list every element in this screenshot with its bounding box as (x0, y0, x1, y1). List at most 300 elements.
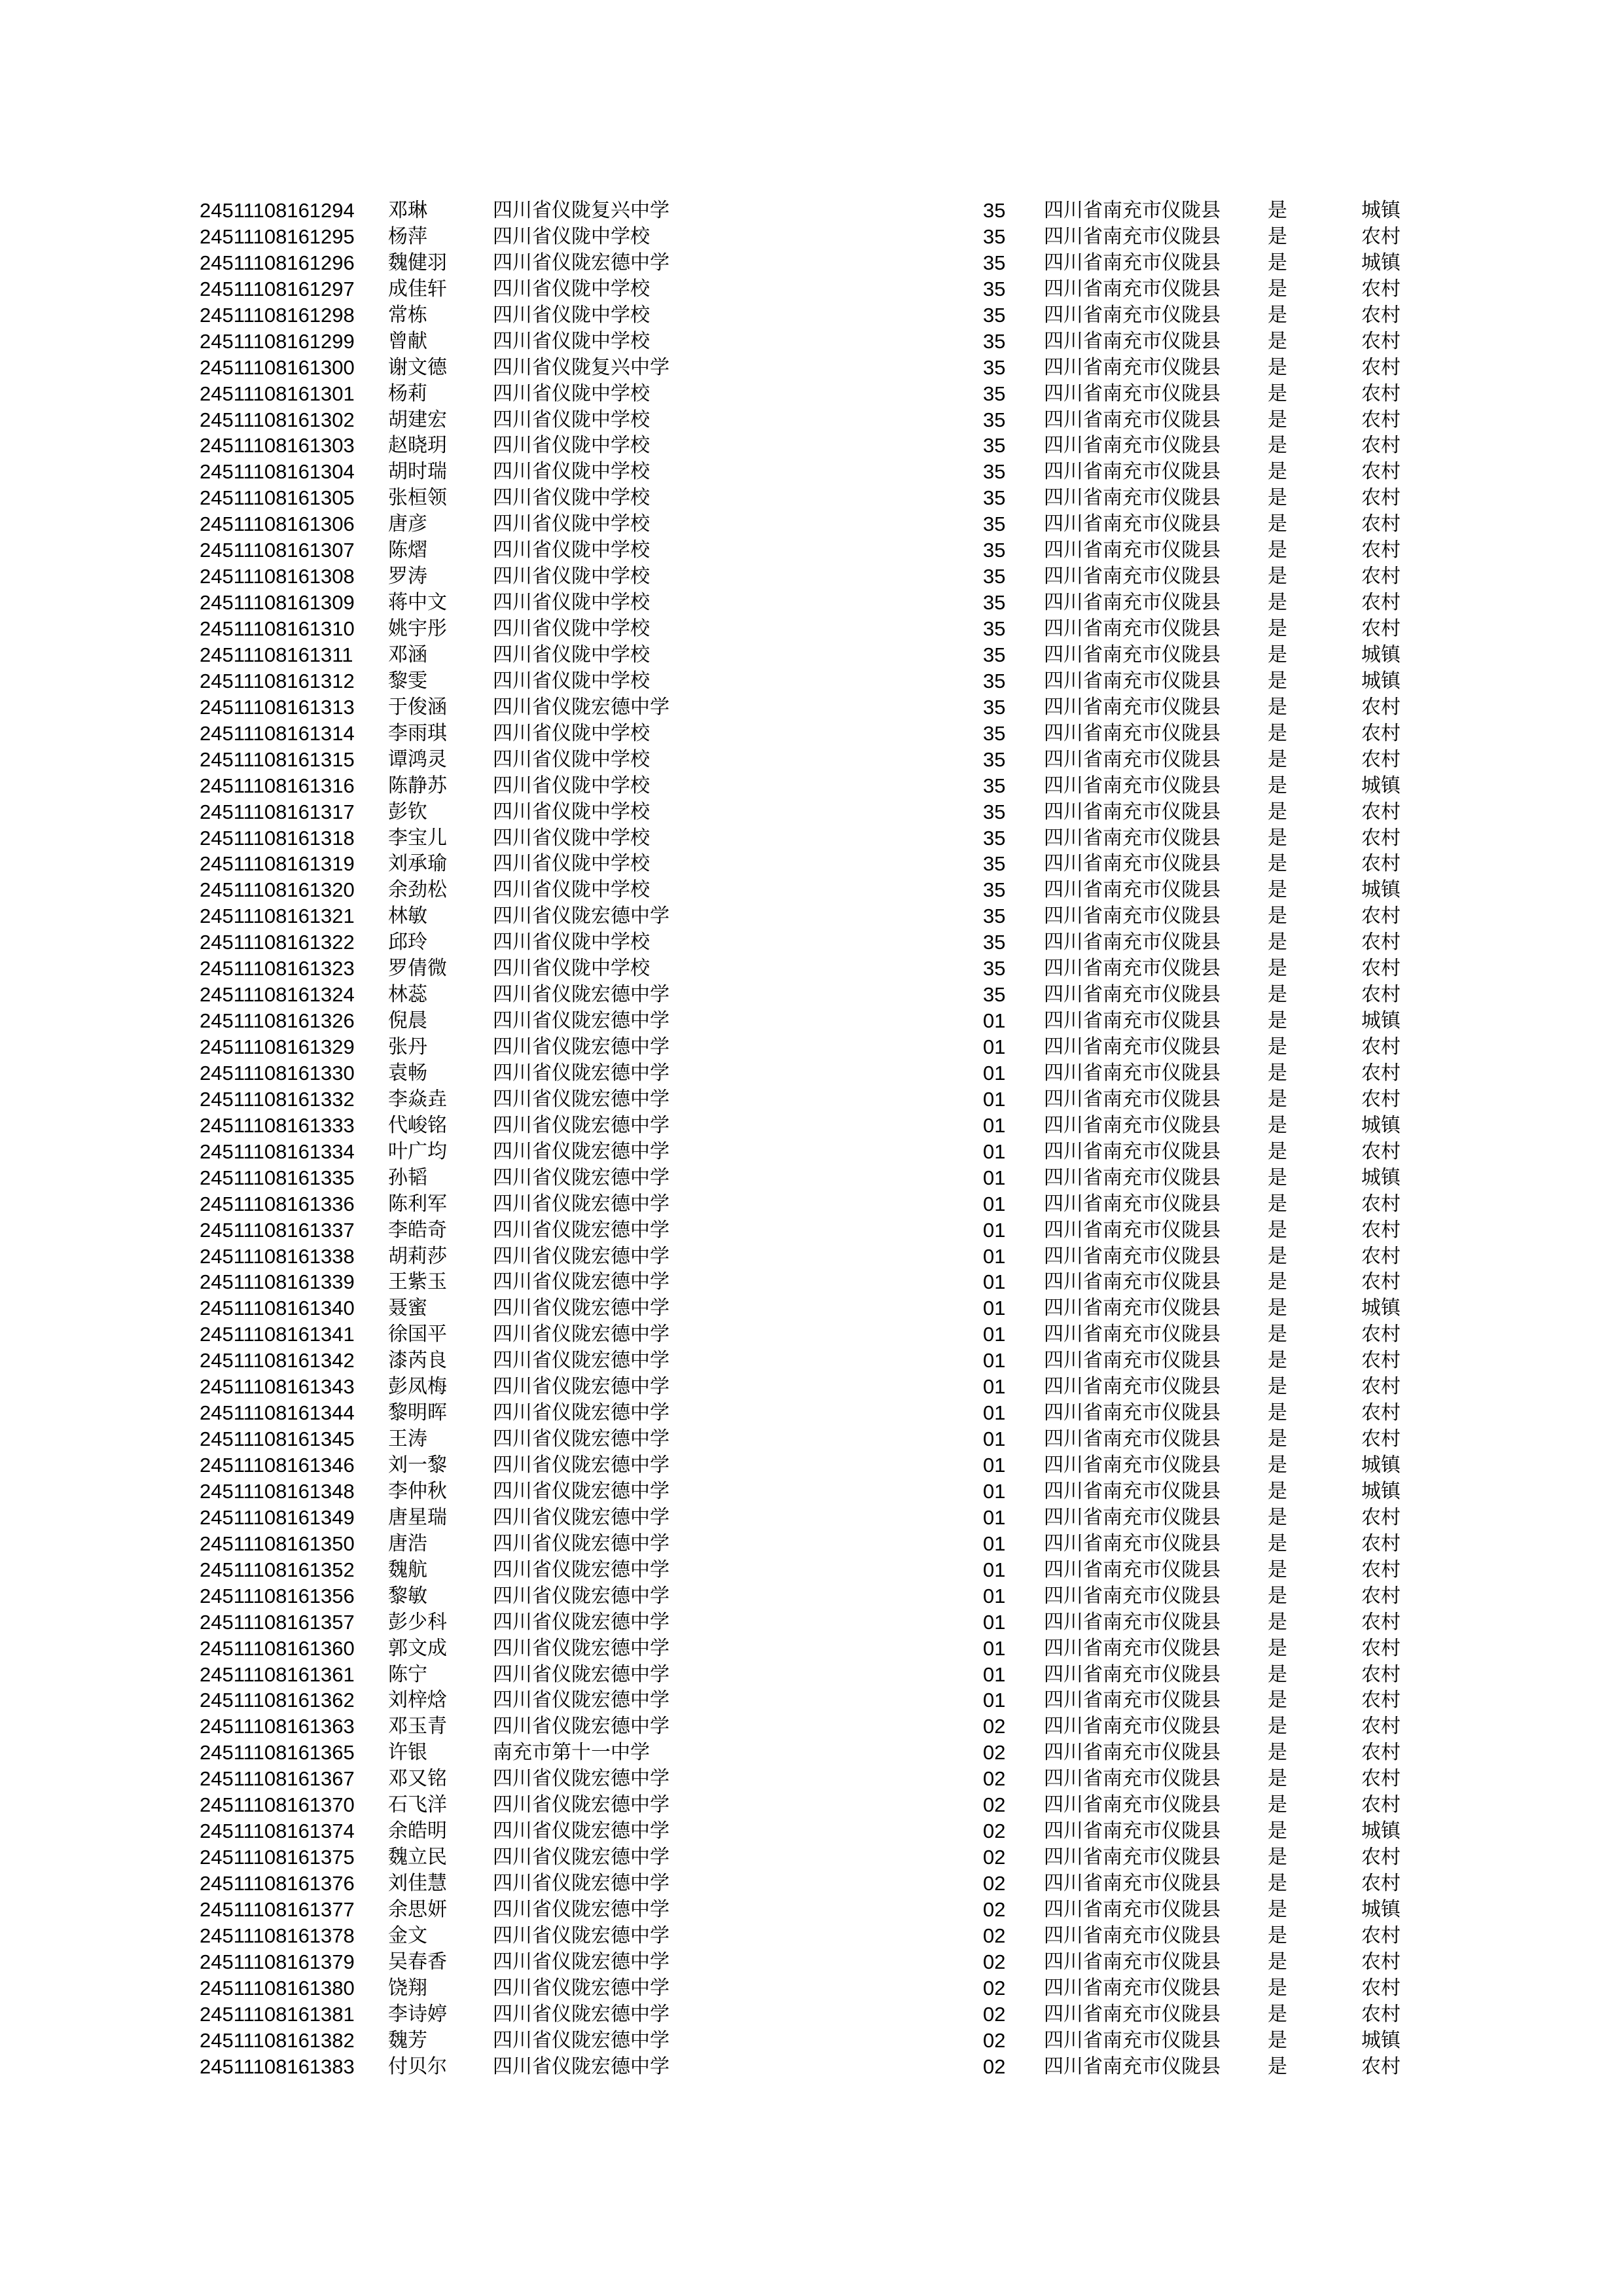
category-code-cell: 35 (983, 878, 1006, 902)
residence-type-cell: 农村 (1361, 1270, 1400, 1294)
category-code-cell: 02 (983, 2028, 1006, 2052)
region-cell: 四川省南充市仪陇县 (1044, 2054, 1221, 2078)
school-name-cell: 四川省仪陇中学校 (493, 852, 650, 876)
student-id-cell: 24511108161312 (200, 669, 355, 692)
residence-type-cell: 农村 (1361, 434, 1400, 457)
flag-cell: 是 (1268, 1793, 1287, 1817)
table-row (200, 747, 1430, 773)
student-id-cell: 24511108161376 (200, 1872, 355, 1895)
student-id-cell: 24511108161340 (200, 1297, 355, 1320)
residence-type-cell: 农村 (1361, 747, 1400, 771)
school-name-cell: 四川省仪陇中学校 (493, 591, 650, 615)
category-code-cell: 01 (983, 1689, 1006, 1712)
student-name-cell: 胡莉莎 (388, 1244, 447, 1268)
category-code-cell: 35 (983, 251, 1006, 274)
student-name-cell: 罗涛 (388, 565, 427, 588)
student-name-cell: 刘梓焓 (388, 1689, 447, 1712)
residence-type-cell: 农村 (1361, 826, 1400, 850)
region-cell: 四川省南充市仪陇县 (1044, 1846, 1221, 1869)
category-code-cell: 35 (983, 382, 1006, 405)
flag-cell: 是 (1268, 800, 1287, 823)
school-name-cell: 四川省仪陇中学校 (493, 565, 650, 588)
table-row (200, 1400, 1430, 1426)
table-row (200, 929, 1430, 956)
student-id-cell: 24511108161375 (200, 1846, 355, 1869)
student-name-cell: 谭鸿灵 (388, 747, 447, 771)
school-name-cell: 四川省仪陇宏德中学 (493, 1244, 669, 1268)
student-id-cell: 24511108161301 (200, 382, 355, 405)
student-id-cell: 24511108161380 (200, 1976, 355, 2000)
category-code-cell: 01 (983, 1454, 1006, 1477)
student-name-cell: 聂蜜 (388, 1297, 427, 1320)
table-row (200, 982, 1430, 1008)
school-name-cell: 四川省仪陇中学校 (493, 277, 650, 300)
residence-type-cell: 城镇 (1361, 669, 1400, 692)
student-id-cell: 24511108161332 (200, 1087, 355, 1111)
flag-cell: 是 (1268, 1715, 1287, 1738)
school-name-cell: 四川省仪陇宏德中学 (493, 1297, 669, 1320)
region-cell: 四川省南充市仪陇县 (1044, 382, 1221, 405)
student-name-cell: 吴春香 (388, 1950, 447, 1973)
student-name-cell: 陈宁 (388, 1662, 427, 1686)
school-name-cell: 四川省仪陇宏德中学 (493, 1035, 669, 1058)
residence-type-cell: 农村 (1361, 983, 1400, 1007)
school-name-cell: 四川省仪陇中学校 (493, 643, 650, 666)
flag-cell: 是 (1268, 826, 1287, 850)
residence-type-cell: 农村 (1361, 1532, 1400, 1555)
region-cell: 四川省南充市仪陇县 (1044, 1793, 1221, 1817)
category-code-cell: 02 (983, 2002, 1006, 2026)
region-cell: 四川省南充市仪陇县 (1044, 747, 1221, 771)
school-name-cell: 四川省仪陇中学校 (493, 408, 650, 431)
region-cell: 四川省南充市仪陇县 (1044, 1139, 1221, 1163)
flag-cell: 是 (1268, 1897, 1287, 1921)
student-name-cell: 金文 (388, 1924, 427, 1947)
flag-cell: 是 (1268, 303, 1287, 327)
flag-cell: 是 (1268, 1820, 1287, 1843)
residence-type-cell: 农村 (1361, 1139, 1400, 1163)
school-name-cell: 四川省仪陇中学校 (493, 957, 650, 980)
residence-type-cell: 农村 (1361, 486, 1400, 510)
category-code-cell: 35 (983, 721, 1006, 745)
student-name-cell: 代峻铭 (388, 1113, 447, 1137)
school-name-cell: 四川省仪陇中学校 (493, 617, 650, 640)
school-name-cell: 四川省仪陇宏德中学 (493, 1976, 669, 2000)
residence-type-cell: 农村 (1361, 460, 1400, 484)
student-name-cell: 刘一黎 (388, 1454, 447, 1477)
table-row (200, 1897, 1430, 1923)
school-name-cell: 四川省仪陇宏德中学 (493, 1479, 669, 1503)
flag-cell: 是 (1268, 1244, 1287, 1268)
region-cell: 四川省南充市仪陇县 (1044, 1270, 1221, 1294)
table-row (200, 1713, 1430, 1740)
category-code-cell: 02 (983, 1897, 1006, 1921)
residence-type-cell: 农村 (1361, 852, 1400, 876)
region-cell: 四川省南充市仪陇县 (1044, 1662, 1221, 1686)
table-row (200, 1949, 1430, 1975)
residence-type-cell: 农村 (1361, 591, 1400, 615)
flag-cell: 是 (1268, 1976, 1287, 2000)
table-row (200, 1818, 1430, 1844)
student-name-cell: 胡建宏 (388, 408, 447, 431)
student-name-cell: 李宝儿 (388, 826, 447, 850)
student-id-cell: 24511108161294 (200, 199, 355, 222)
region-cell: 四川省南充市仪陇县 (1044, 2028, 1221, 2052)
school-name-cell: 四川省仪陇宏德中学 (493, 251, 669, 274)
flag-cell: 是 (1268, 1139, 1287, 1163)
student-name-cell: 刘佳慧 (388, 1872, 447, 1895)
school-name-cell: 四川省仪陇宏德中学 (493, 1113, 669, 1137)
region-cell: 四川省南充市仪陇县 (1044, 852, 1221, 876)
region-cell: 四川省南充市仪陇县 (1044, 1976, 1221, 2000)
student-id-cell: 24511108161367 (200, 1767, 355, 1791)
residence-type-cell: 农村 (1361, 1793, 1400, 1817)
table-row (200, 1479, 1430, 1505)
table-row (200, 1792, 1430, 1818)
student-id-cell: 24511108161322 (200, 931, 355, 954)
student-name-cell: 唐彦 (388, 512, 427, 536)
school-name-cell: 四川省仪陇宏德中学 (493, 1087, 669, 1111)
school-name-cell: 四川省仪陇宏德中学 (493, 1558, 669, 1581)
region-cell: 四川省南充市仪陇县 (1044, 2002, 1221, 2026)
category-code-cell: 35 (983, 199, 1006, 222)
category-code-cell: 01 (983, 1323, 1006, 1346)
table-row (200, 668, 1430, 694)
flag-cell: 是 (1268, 721, 1287, 745)
table-row (200, 276, 1430, 302)
flag-cell: 是 (1268, 199, 1287, 222)
region-cell: 四川省南充市仪陇县 (1044, 224, 1221, 248)
school-name-cell: 四川省仪陇宏德中学 (493, 2002, 669, 2026)
table-row (200, 616, 1430, 642)
student-name-cell: 罗倩微 (388, 957, 447, 980)
student-id-cell: 24511108161296 (200, 251, 355, 274)
table-row (200, 1008, 1430, 1034)
region-cell: 四川省南充市仪陇县 (1044, 957, 1221, 980)
residence-type-cell: 农村 (1361, 905, 1400, 928)
student-name-cell: 彭钦 (388, 800, 427, 823)
student-name-cell: 唐浩 (388, 1532, 427, 1555)
student-id-cell: 24511108161298 (200, 303, 355, 327)
flag-cell: 是 (1268, 905, 1287, 928)
school-name-cell: 四川省仪陇宏德中学 (493, 1924, 669, 1947)
student-id-cell: 24511108161317 (200, 800, 355, 823)
table-row (200, 773, 1430, 799)
student-name-cell: 张桓领 (388, 486, 447, 510)
table-row (200, 1505, 1430, 1531)
region-cell: 四川省南充市仪陇县 (1044, 1166, 1221, 1189)
student-name-cell: 付贝尔 (388, 2054, 447, 2078)
residence-type-cell: 农村 (1361, 1976, 1400, 2000)
category-code-cell: 01 (983, 1427, 1006, 1451)
table-row (200, 198, 1430, 224)
school-name-cell: 四川省仪陇宏德中学 (493, 1375, 669, 1399)
table-row (200, 1113, 1430, 1139)
student-id-cell: 24511108161337 (200, 1218, 355, 1242)
school-name-cell: 四川省仪陇宏德中学 (493, 1218, 669, 1242)
flag-cell: 是 (1268, 1846, 1287, 1869)
category-code-cell: 35 (983, 669, 1006, 692)
region-cell: 四川省南充市仪陇县 (1044, 434, 1221, 457)
table-row (200, 511, 1430, 537)
category-code-cell: 02 (983, 1872, 1006, 1895)
school-name-cell: 四川省仪陇宏德中学 (493, 1793, 669, 1817)
flag-cell: 是 (1268, 1166, 1287, 1189)
student-id-cell: 24511108161374 (200, 1820, 355, 1843)
category-code-cell: 35 (983, 591, 1006, 615)
table-row (200, 1321, 1430, 1348)
table-row (200, 1583, 1430, 1609)
region-cell: 四川省南充市仪陇县 (1044, 251, 1221, 274)
residence-type-cell: 农村 (1361, 1505, 1400, 1529)
flag-cell: 是 (1268, 434, 1287, 457)
flag-cell: 是 (1268, 1924, 1287, 1947)
table-row (200, 407, 1430, 433)
region-cell: 四川省南充市仪陇县 (1044, 1584, 1221, 1607)
flag-cell: 是 (1268, 1532, 1287, 1555)
table-row (200, 1269, 1430, 1295)
table-row (200, 250, 1430, 276)
student-name-cell: 杨萍 (388, 224, 427, 248)
residence-type-cell: 农村 (1361, 1610, 1400, 1634)
flag-cell: 是 (1268, 1454, 1287, 1477)
school-name-cell: 四川省仪陇中学校 (493, 382, 650, 405)
region-cell: 四川省南充市仪陇县 (1044, 1009, 1221, 1033)
student-name-cell: 林敏 (388, 905, 427, 928)
student-id-cell: 24511108161316 (200, 774, 355, 797)
flag-cell: 是 (1268, 747, 1287, 771)
residence-type-cell: 农村 (1361, 512, 1400, 536)
school-name-cell: 四川省仪陇宏德中学 (493, 983, 669, 1007)
table-row (200, 381, 1430, 407)
category-code-cell: 02 (983, 1924, 1006, 1947)
category-code-cell: 01 (983, 1505, 1006, 1529)
student-id-cell: 24511108161321 (200, 905, 355, 928)
category-code-cell: 02 (983, 1820, 1006, 1843)
category-code-cell: 35 (983, 408, 1006, 431)
category-code-cell: 35 (983, 617, 1006, 640)
region-cell: 四川省南充市仪陇县 (1044, 460, 1221, 484)
category-code-cell: 35 (983, 747, 1006, 771)
student-id-cell: 24511108161311 (200, 643, 353, 666)
flag-cell: 是 (1268, 1479, 1287, 1503)
school-name-cell: 四川省仪陇宏德中学 (493, 1009, 669, 1033)
category-code-cell: 01 (983, 1166, 1006, 1189)
region-cell: 四川省南充市仪陇县 (1044, 1532, 1221, 1555)
table-row (200, 1244, 1430, 1270)
student-id-cell: 24511108161308 (200, 565, 355, 588)
student-name-cell: 曾献 (388, 329, 427, 353)
school-name-cell: 四川省仪陇宏德中学 (493, 1636, 669, 1660)
region-cell: 四川省南充市仪陇县 (1044, 1872, 1221, 1895)
student-id-cell: 24511108161313 (200, 695, 355, 719)
student-id-cell: 24511108161360 (200, 1636, 355, 1660)
region-cell: 四川省南充市仪陇县 (1044, 1820, 1221, 1843)
student-id-cell: 24511108161363 (200, 1715, 355, 1738)
student-name-cell: 李皓奇 (388, 1218, 447, 1242)
student-name-cell: 成佳轩 (388, 277, 447, 300)
region-cell: 四川省南充市仪陇县 (1044, 878, 1221, 902)
student-name-cell: 徐国平 (388, 1323, 447, 1346)
category-code-cell: 02 (983, 1741, 1006, 1765)
table-row (200, 1871, 1430, 1897)
table-row (200, 433, 1430, 459)
residence-type-cell: 城镇 (1361, 1820, 1400, 1843)
school-name-cell: 四川省仪陇宏德中学 (493, 1505, 669, 1529)
category-code-cell: 35 (983, 800, 1006, 823)
category-code-cell: 35 (983, 460, 1006, 484)
residence-type-cell: 农村 (1361, 1192, 1400, 1215)
table-row (200, 2028, 1430, 2054)
residence-type-cell: 农村 (1361, 957, 1400, 980)
student-name-cell: 邓玉青 (388, 1715, 447, 1738)
category-code-cell: 35 (983, 486, 1006, 510)
school-name-cell: 四川省仪陇中学校 (493, 747, 650, 771)
table-row (200, 642, 1430, 668)
student-name-cell: 郭文成 (388, 1636, 447, 1660)
student-id-cell: 24511108161381 (200, 2002, 355, 2026)
student-id-cell: 24511108161335 (200, 1166, 355, 1189)
table-row (200, 1452, 1430, 1479)
student-name-cell: 常栋 (388, 303, 427, 327)
region-cell: 四川省南充市仪陇县 (1044, 1061, 1221, 1085)
flag-cell: 是 (1268, 1349, 1287, 1372)
residence-type-cell: 农村 (1361, 1741, 1400, 1765)
school-name-cell: 四川省仪陇宏德中学 (493, 1950, 669, 1973)
student-name-cell: 黎明晖 (388, 1401, 447, 1425)
flag-cell: 是 (1268, 277, 1287, 300)
category-code-cell: 01 (983, 1009, 1006, 1033)
student-id-cell: 24511108161302 (200, 408, 355, 431)
residence-type-cell: 农村 (1361, 1767, 1400, 1791)
residence-type-cell: 农村 (1361, 224, 1400, 248)
student-id-cell: 24511108161383 (200, 2054, 355, 2078)
flag-cell: 是 (1268, 774, 1287, 797)
region-cell: 四川省南充市仪陇县 (1044, 1741, 1221, 1765)
student-name-cell: 胡时瑞 (388, 460, 447, 484)
student-id-cell: 24511108161356 (200, 1584, 355, 1607)
table-row (200, 1557, 1430, 1583)
table-row (200, 1060, 1430, 1086)
region-cell: 四川省南充市仪陇县 (1044, 355, 1221, 379)
category-code-cell: 02 (983, 1767, 1006, 1791)
region-cell: 四川省南充市仪陇县 (1044, 1427, 1221, 1451)
table-row (200, 1975, 1430, 2001)
flag-cell: 是 (1268, 983, 1287, 1007)
category-code-cell: 35 (983, 277, 1006, 300)
flag-cell: 是 (1268, 669, 1287, 692)
student-name-cell: 林蕊 (388, 983, 427, 1007)
student-name-cell: 唐星瑞 (388, 1505, 447, 1529)
flag-cell: 是 (1268, 1767, 1287, 1791)
flag-cell: 是 (1268, 1218, 1287, 1242)
student-id-cell: 24511108161326 (200, 1009, 355, 1033)
category-code-cell: 35 (983, 539, 1006, 562)
table-row (200, 1844, 1430, 1871)
residence-type-cell: 农村 (1361, 931, 1400, 954)
student-id-cell: 24511108161352 (200, 1558, 355, 1581)
student-name-cell: 李诗婷 (388, 2002, 447, 2026)
flag-cell: 是 (1268, 617, 1287, 640)
region-cell: 四川省南充市仪陇县 (1044, 800, 1221, 823)
region-cell: 四川省南充市仪陇县 (1044, 1454, 1221, 1477)
residence-type-cell: 城镇 (1361, 1897, 1400, 1921)
school-name-cell: 四川省仪陇宏德中学 (493, 1767, 669, 1791)
flag-cell: 是 (1268, 1872, 1287, 1895)
school-name-cell: 四川省仪陇中学校 (493, 486, 650, 510)
table-row (200, 1531, 1430, 1557)
table-row (200, 903, 1430, 929)
flag-cell: 是 (1268, 1505, 1287, 1529)
school-name-cell: 四川省仪陇宏德中学 (493, 1872, 669, 1895)
school-name-cell: 四川省仪陇宏德中学 (493, 1401, 669, 1425)
flag-cell: 是 (1268, 486, 1287, 510)
residence-type-cell: 城镇 (1361, 878, 1400, 902)
school-name-cell: 四川省仪陇复兴中学 (493, 199, 669, 222)
region-cell: 四川省南充市仪陇县 (1044, 1113, 1221, 1137)
category-code-cell: 01 (983, 1479, 1006, 1503)
student-name-cell: 石飞洋 (388, 1793, 447, 1817)
flag-cell: 是 (1268, 224, 1287, 248)
table-row (200, 694, 1430, 721)
flag-cell: 是 (1268, 1427, 1287, 1451)
table-row (200, 537, 1430, 564)
flag-cell: 是 (1268, 251, 1287, 274)
residence-type-cell: 农村 (1361, 1689, 1400, 1712)
student-name-cell: 邓琳 (388, 199, 427, 222)
student-name-cell: 张丹 (388, 1035, 427, 1058)
flag-cell: 是 (1268, 1087, 1287, 1111)
flag-cell: 是 (1268, 460, 1287, 484)
student-id-cell: 24511108161341 (200, 1323, 355, 1346)
table-row (200, 1609, 1430, 1636)
school-name-cell: 四川省仪陇宏德中学 (493, 1715, 669, 1738)
residence-type-cell: 农村 (1361, 277, 1400, 300)
school-name-cell: 四川省仪陇宏德中学 (493, 1061, 669, 1085)
student-id-cell: 24511108161339 (200, 1270, 355, 1294)
flag-cell: 是 (1268, 408, 1287, 431)
residence-type-cell: 城镇 (1361, 1113, 1400, 1137)
category-code-cell: 01 (983, 1532, 1006, 1555)
residence-type-cell: 农村 (1361, 1244, 1400, 1268)
school-name-cell: 四川省仪陇宏德中学 (493, 1166, 669, 1189)
region-cell: 四川省南充市仪陇县 (1044, 1636, 1221, 1660)
region-cell: 四川省南充市仪陇县 (1044, 1689, 1221, 1712)
flag-cell: 是 (1268, 565, 1287, 588)
flag-cell: 是 (1268, 355, 1287, 379)
flag-cell: 是 (1268, 1950, 1287, 1973)
flag-cell: 是 (1268, 1270, 1287, 1294)
student-id-cell: 24511108161365 (200, 1741, 355, 1765)
region-cell: 四川省南充市仪陇县 (1044, 277, 1221, 300)
school-name-cell: 四川省仪陇宏德中学 (493, 1349, 669, 1372)
student-id-cell: 24511108161299 (200, 329, 355, 353)
category-code-cell: 35 (983, 695, 1006, 719)
category-code-cell: 01 (983, 1035, 1006, 1058)
student-id-cell: 24511108161305 (200, 486, 355, 510)
student-name-cell: 李雨琪 (388, 721, 447, 745)
table-row (200, 1086, 1430, 1113)
table-row (200, 721, 1430, 747)
student-id-cell: 24511108161350 (200, 1532, 355, 1555)
student-name-cell: 陈熠 (388, 539, 427, 562)
student-id-cell: 24511108161336 (200, 1192, 355, 1215)
region-cell: 四川省南充市仪陇县 (1044, 1505, 1221, 1529)
student-id-cell: 24511108161297 (200, 277, 355, 300)
student-name-cell: 余劲松 (388, 878, 447, 902)
student-id-cell: 24511108161349 (200, 1505, 355, 1529)
student-id-cell: 24511108161346 (200, 1454, 355, 1477)
